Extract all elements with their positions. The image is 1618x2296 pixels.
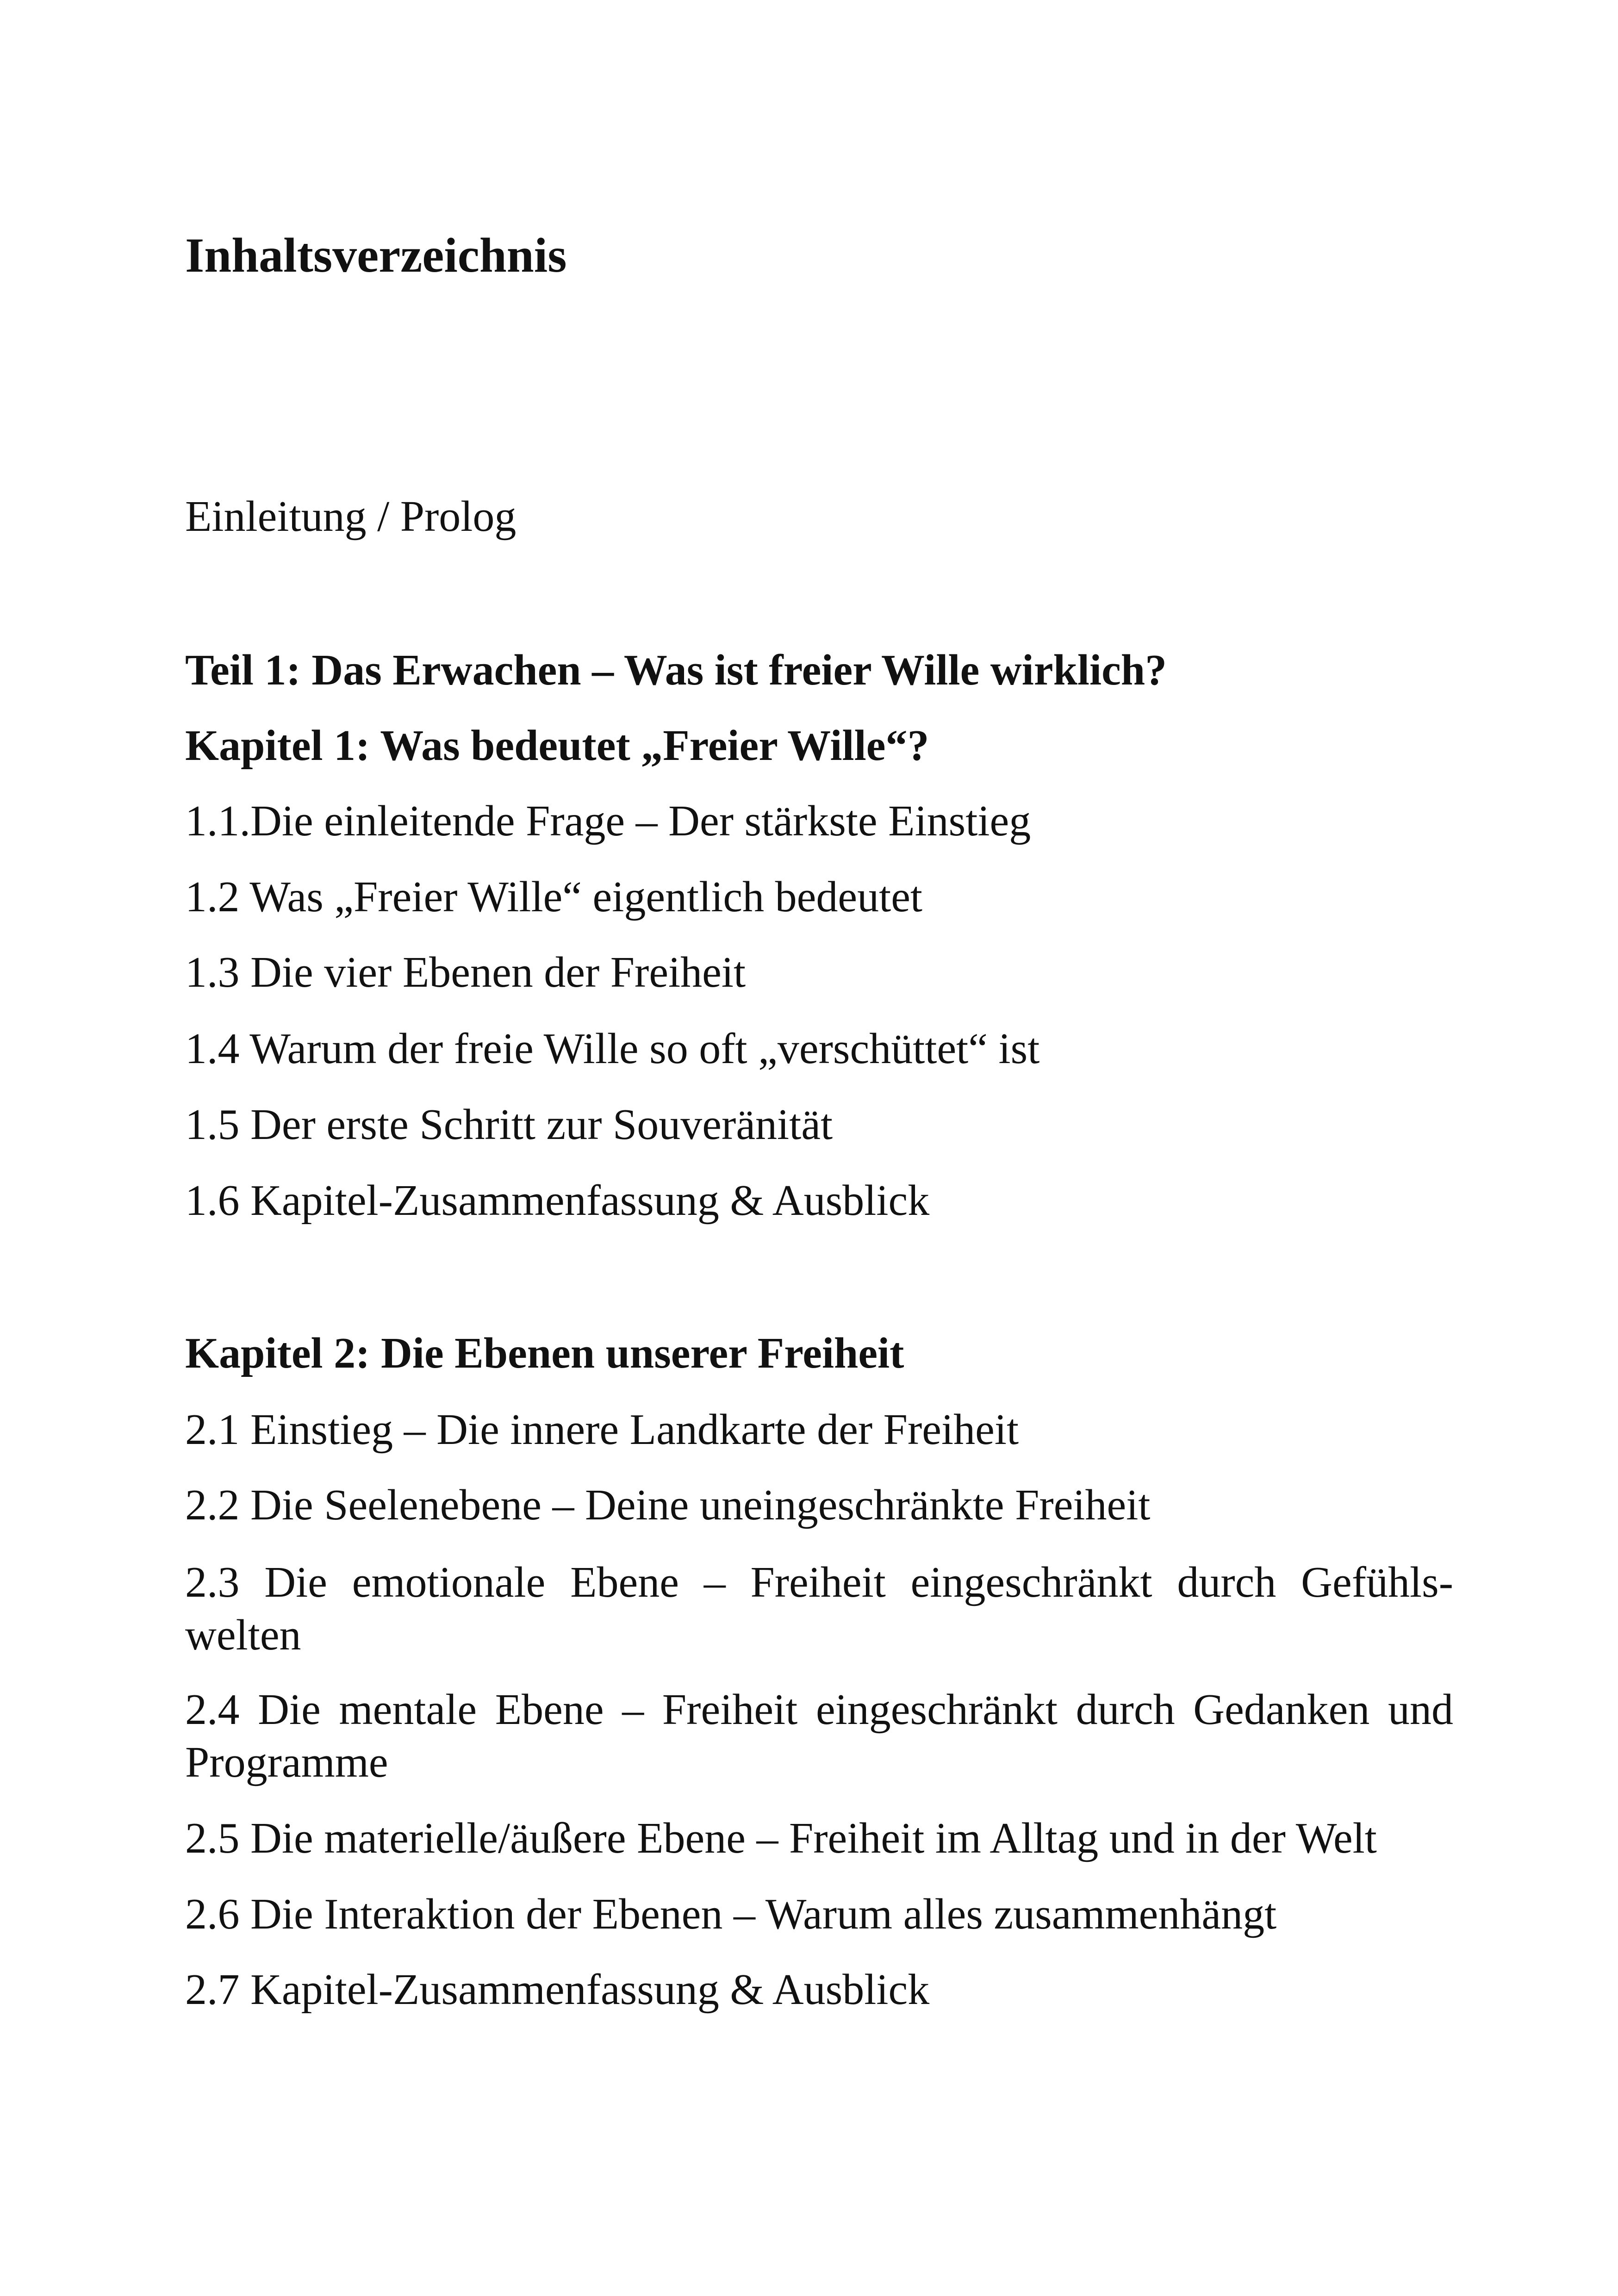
- page-title: Inhaltsverzeichnis: [185, 228, 567, 282]
- toc-entry: 1.3 Die vier Ebenen der Freiheit: [185, 948, 746, 996]
- toc-entry: 1.6 Kapitel-Zusammenfassung & Ausblick: [185, 1176, 930, 1225]
- toc-chapter-1-heading: Kapitel 1: Was bedeutet „Freier Wille“?: [185, 722, 929, 770]
- toc-part-1-heading: Teil 1: Das Erwachen – Was ist freier Wille wirklich?: [185, 646, 1167, 694]
- toc-entry: 2.5 Die materielle/äußere Ebene – Freiheit im Alltag und in der Welt: [185, 1814, 1377, 1862]
- toc-entry: 1.4 Warum der freie Wille so oft „verschüttet“ ist: [185, 1025, 1040, 1073]
- toc-entry: 2.6 Die Interaktion der Ebenen – Warum alles zusammenhängt: [185, 1890, 1277, 1938]
- toc-chapter-2-heading: Kapitel 2: Die Ebenen unserer Freiheit: [185, 1329, 904, 1377]
- toc-entry-intro: Einleitung / Prolog: [185, 492, 517, 541]
- toc-entry: 1.5 Der erste Schritt zur Souveränität: [185, 1101, 833, 1149]
- toc-entry: 2.2 Die Seelenebene – Deine uneingeschränkte Freiheit: [185, 1481, 1151, 1529]
- toc-entry: 1.2 Was „Freier Wille“ eigentlich bedeutet: [185, 873, 923, 921]
- toc-entry: 2.1 Einstieg – Die innere Landkarte der Freiheit: [185, 1406, 1019, 1454]
- toc-entry: 2.3 Die emotionale Ebene – Freiheit eingeschränkt durch Gefühls-welten: [185, 1558, 1453, 1659]
- toc-entry: 2.7 Kapitel-Zusammenfassung & Ausblick: [185, 1966, 930, 2014]
- toc-entry: 1.1.Die einleitende Frage – Der stärkste Einstieg: [185, 797, 1031, 845]
- toc-entry: 2.4 Die mentale Ebene – Freiheit eingeschränkt durch Gedanken und Programme: [185, 1686, 1453, 1786]
